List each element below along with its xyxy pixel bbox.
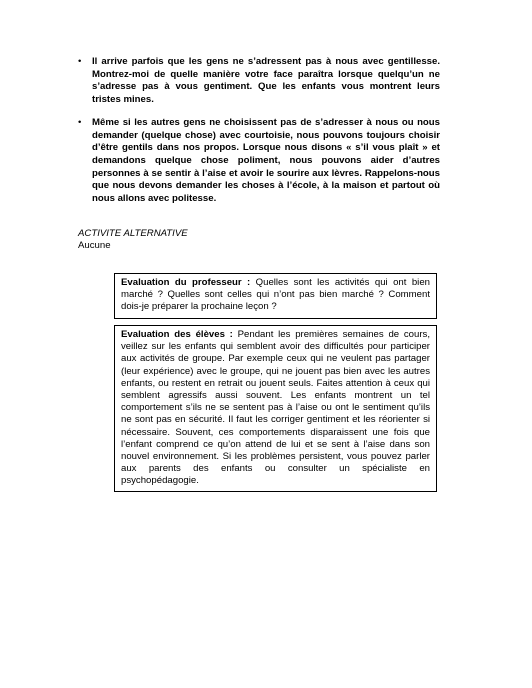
bullet-icon: •: [78, 56, 82, 67]
teacher-evaluation-text: Quelles sont les activités qui ont bien marché ? Quelles sont celles qui n’ont pas bien marché ? Comment dois-je préparer la prochaine leçon ?: [121, 277, 430, 313]
instruction-list: [78, 56, 440, 216]
instruction-text: Même si les autres gens ne choisissent pas de s’adresser à nous ou nous demander (quelque chose) avec courtoisie, nous pouvons toujours choisir d’être gentils dans nos propos. Lorsque nous disons « s’il vous plaît » et demandons quelque chose poliment, nous pouvons aider d’autres personnes à se sentir à l’aise et avoir le sourire aux lèvres. Rappelons-nous que nous devons demander les choses à l’école, à la maison et partout où nous allons avec politesse.: [92, 116, 440, 205]
alternative-activity-heading: ACTIVITE ALTERNATIVE: [78, 228, 188, 239]
instruction-text: Il arrive parfois que les gens ne s’adressent pas à nous avec gentillesse. Montrez-moi de quelle manière votre face paraîtra lorsque quelqu’un ne s’adresse pas à vous gentiment. Que les enfants vous montrent leurs tristes mines.: [92, 56, 440, 106]
alternative-activity-value: Aucune: [78, 240, 111, 251]
teacher-evaluation-box: [114, 273, 437, 319]
student-evaluation-label: Evaluation des élèves :: [121, 329, 233, 340]
instruction-item: [78, 56, 440, 107]
alternative-activity: [78, 228, 188, 252]
instruction-item: [78, 117, 440, 206]
teacher-evaluation-label: Evaluation du professeur :: [121, 277, 251, 288]
bullet-icon: •: [78, 116, 82, 128]
student-evaluation-text: Pendant les premières semaines de cours, veillez sur les enfants qui semblent avoir des difficultés pour participer aux activités de groupe. Par exemple ceux qui ne veulent pas partager (leur expérience) avec le groupe, qui ne jouent pas bien avec les autres enfants, ou restent en retrait ou jouent seuls. Faites attention à ceux qui semblent agressifs aussi souvent. Les enfants montrent un tel comportement s’ils ne se sentent pas à l’aise ou ont le sentiment qu’ils ne sont pas en sécurité. Il faut les corriger gentiment et les réorienter si nécessaire. Souvent, ces comportements disparaissent une fois que l’enfant comprend ce qu’on attend de lui et se sent à l’aise dans son nouvel environnement. Si les problèmes persistent, vous pouvez parler aux parents des enfants ou consulter un spécialiste en psychopédagogie.: [121, 329, 431, 487]
student-evaluation-box: [114, 325, 437, 492]
